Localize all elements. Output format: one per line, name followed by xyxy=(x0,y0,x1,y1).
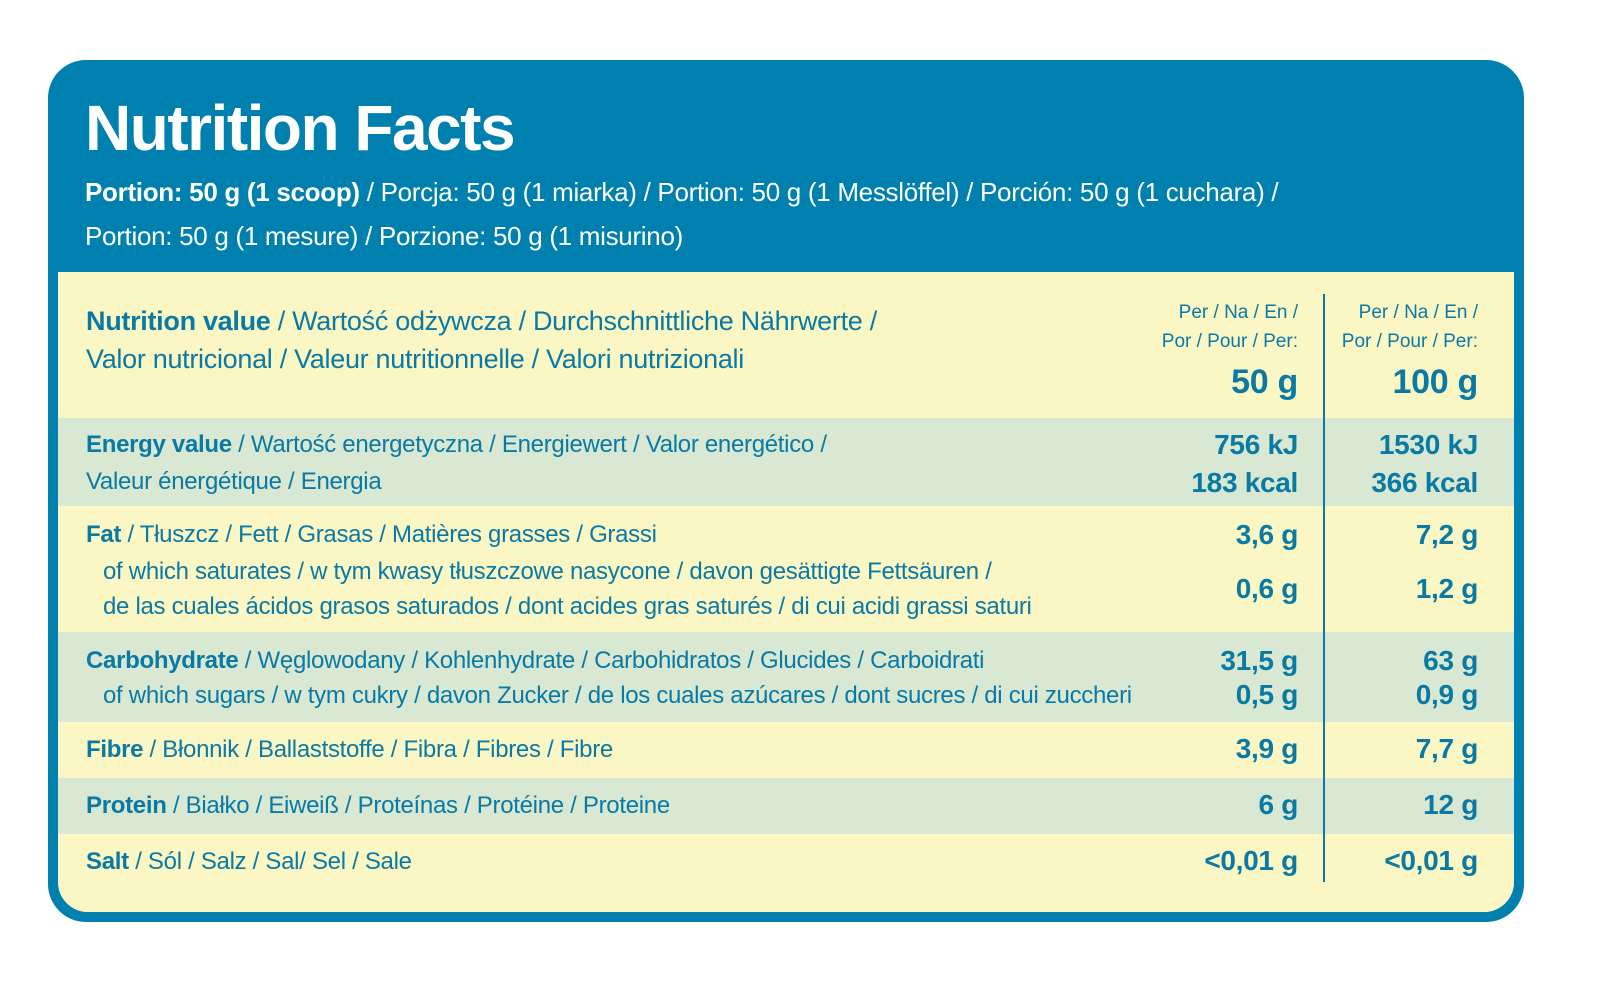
label-title: Nutrition Facts xyxy=(85,92,515,164)
col2-per-line2: Por / Pour / Per: xyxy=(1341,331,1478,352)
fat-rest: / Tłuszcz / Fett / Grasas / Matières grasses / Grassi xyxy=(121,521,657,548)
energy-label xyxy=(86,426,827,500)
carbohydrate-rest: / Węglowodany / Kohlenhydrate / Carbohidratos / Glucides / Carboidrati xyxy=(238,647,985,674)
fat-50: 3,6 g xyxy=(1235,519,1298,550)
table-header-row xyxy=(58,272,1514,418)
sugars-label: of which sugars / w tym cukry / davon Zucker / de los cuales azúcares / dont sucres / di cui zuccheri xyxy=(103,682,1132,709)
energy-bold: Energy value xyxy=(86,431,232,458)
salt-row xyxy=(58,834,1514,912)
col2-amount: 100 g xyxy=(1392,363,1478,401)
fat-row xyxy=(58,506,1514,632)
fibre-rest: / Błonnik / Ballaststoffe / Fibra / Fibres / Fibre xyxy=(143,736,613,763)
saturates-line2: de las cuales ácidos grasos saturados / dont acides gras saturés / di cui acidi grassi saturi xyxy=(103,593,1032,620)
portion-rest: / Porcja: 50 g (1 miarka) / Portion: 50 g (1 Messlöffel) / Porción: 50 g (1 cuchara) / xyxy=(359,177,1279,207)
protein-100: 12 g xyxy=(1423,789,1478,820)
sugars-100: 0,9 g xyxy=(1415,679,1478,710)
col2-per-line1: Per / Na / En / xyxy=(1358,302,1478,323)
fibre-label xyxy=(86,731,613,768)
salt-100: <0,01 g xyxy=(1384,845,1478,876)
energy-kcal-100: 366 kcal xyxy=(1371,467,1478,498)
portion-bold: Portion: 50 g (1 scoop) xyxy=(85,177,360,207)
energy-rest: / Wartość energetyczna / Energiewert / Valor energético / xyxy=(231,431,827,458)
energy-row xyxy=(58,418,1514,506)
carbohydrate-label xyxy=(86,642,984,679)
column-divider xyxy=(1323,294,1325,882)
nutrition-table xyxy=(58,272,1514,912)
fibre-100: 7,7 g xyxy=(1415,733,1478,764)
nutrition-value-rest: / Wartość odżywcza / Durchschnittliche Nährwerte / xyxy=(270,306,877,336)
nutrition-label xyxy=(48,60,1524,922)
protein-50: 6 g xyxy=(1258,789,1298,820)
nutrition-value-bold: Nutrition value xyxy=(86,306,271,336)
fat-label xyxy=(86,516,657,553)
label-header xyxy=(48,60,1524,272)
protein-rest: / Białko / Eiweiß / Proteínas / Protéine / Proteine xyxy=(166,792,670,819)
saturates-50: 0,6 g xyxy=(1235,573,1298,604)
energy-kj-50: 756 kJ xyxy=(1214,429,1298,460)
fibre-50: 3,9 g xyxy=(1235,733,1298,764)
carbohydrate-50: 31,5 g xyxy=(1220,645,1298,676)
fat-bold: Fat xyxy=(86,521,122,548)
sugars-50: 0,5 g xyxy=(1235,679,1298,710)
saturates-line1: of which saturates / w tym kwasy tłuszczowe nasycone / davon gesättigte Fettsäuren / xyxy=(103,558,992,585)
salt-rest: / Sól / Salz / Sal/ Sel / Sale xyxy=(128,848,412,875)
col1-per-line2: Por / Pour / Per: xyxy=(1161,331,1298,352)
fat-100: 7,2 g xyxy=(1415,519,1478,550)
protein-label xyxy=(86,787,670,824)
col1-per-line1: Per / Na / En / xyxy=(1178,302,1298,323)
carbohydrate-100: 63 g xyxy=(1423,645,1478,676)
salt-50: <0,01 g xyxy=(1204,845,1298,876)
portion-line2: Portion: 50 g (1 mesure) / Porzione: 50 g (1 misurino) xyxy=(85,221,683,251)
saturates-label xyxy=(103,554,1032,624)
col2-per-label xyxy=(1342,298,1478,356)
portion-info xyxy=(85,170,1505,258)
carbohydrate-row xyxy=(58,632,1514,722)
nutrition-value-heading xyxy=(86,302,877,378)
fibre-row xyxy=(58,722,1514,778)
energy-kcal-50: 183 kcal xyxy=(1191,467,1298,498)
energy-line2: Valeur énergétique / Energia xyxy=(86,468,382,495)
nutrition-value-line2: Valor nutricional / Valeur nutritionnelle / Valori nutrizionali xyxy=(86,344,744,374)
protein-bold: Protein xyxy=(86,792,167,819)
energy-kj-100: 1530 kJ xyxy=(1378,429,1478,460)
salt-bold: Salt xyxy=(86,848,129,875)
carbohydrate-bold: Carbohydrate xyxy=(86,647,239,674)
saturates-100: 1,2 g xyxy=(1415,573,1478,604)
fibre-bold: Fibre xyxy=(86,736,144,763)
col1-amount: 50 g xyxy=(1231,363,1298,401)
salt-label xyxy=(86,843,412,880)
col1-per-label xyxy=(1162,298,1298,356)
protein-row xyxy=(58,778,1514,834)
